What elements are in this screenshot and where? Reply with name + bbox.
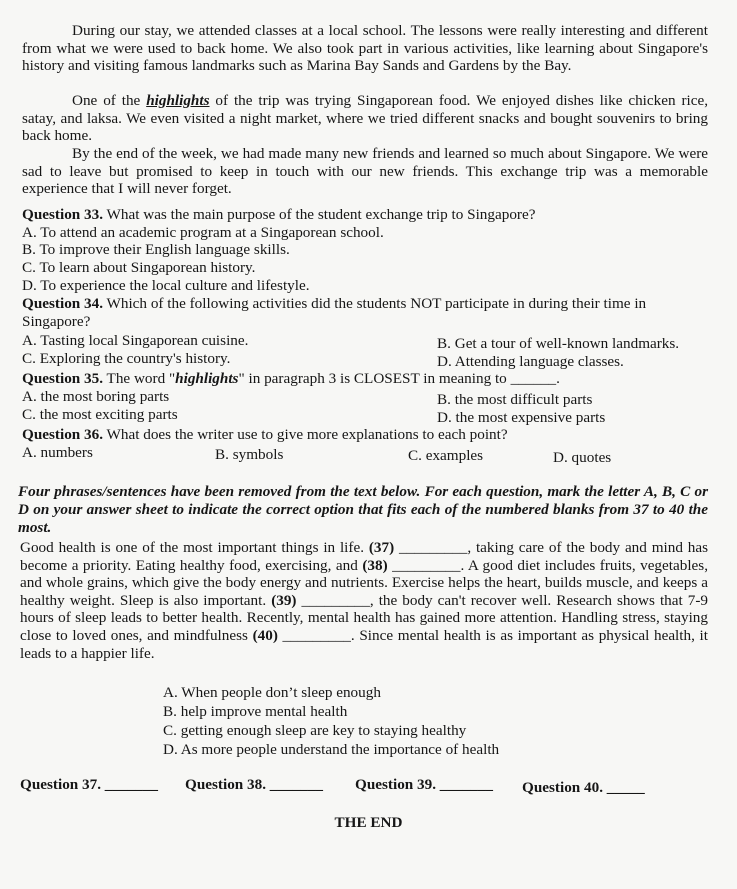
question-36-label: Question 36. xyxy=(22,426,104,443)
p3-text-start: One of the xyxy=(72,92,147,109)
p3-text-end: of the trip was trying Singaporean food. We enjoyed dishes like chicken rice, satay, and laksa. We even visited a night market, where we tried different snacks and bought souvenirs to bring back home. xyxy=(22,92,708,145)
cloze-option-c: C. getting enough sleep are key to staying healthy xyxy=(163,722,467,739)
blank-40-label: (40) xyxy=(252,626,278,644)
question-35-text-start: The word " xyxy=(103,370,176,387)
question-35-keyword: highlights xyxy=(175,370,239,387)
passage-paragraph-3 xyxy=(22,92,708,145)
q35-option-b: B. the most difficult parts xyxy=(437,391,593,408)
question-33-text: What was the main purpose of the student exchange trip to Singapore? xyxy=(103,206,536,223)
answer-37: Question 37. _______ xyxy=(20,776,158,793)
the-end-footer: THE END xyxy=(334,814,403,831)
q35-option-d: D. the most expensive parts xyxy=(437,409,606,426)
answer-39: Question 39. _______ xyxy=(355,776,493,793)
cloze-text-2: _________, taking care of the body and mind has become a priority. Eating healthy food, exercising, and xyxy=(20,539,708,574)
question-33 xyxy=(22,206,712,224)
q34-option-b: B. Get a tour of well-known landmarks. xyxy=(437,335,680,352)
question-33-label: Question 33. xyxy=(22,206,104,223)
blank-37-label: (37) xyxy=(368,539,395,556)
question-34 xyxy=(22,295,712,330)
cloze-option-a: A. When people don’t sleep enough xyxy=(163,684,381,701)
q35-option-a: A. the most boring parts xyxy=(22,388,170,405)
q34-option-c: C. Exploring the country's history. xyxy=(22,350,231,367)
cloze-passage xyxy=(20,539,708,662)
q36-option-d: D. quotes xyxy=(553,449,612,466)
blank-39-label: (39) xyxy=(271,591,297,609)
q36-option-a: A. numbers xyxy=(22,444,93,461)
passage-paragraph-2: During our stay, we attended classes at a local school. The lessons were really interesting and different from what we were used to back home. We also took part in various activities, like learning about Singapore's history and visiting famous landmarks such as Marina Bay Sands and Gardens by the Bay. xyxy=(22,22,708,75)
q33-option-c: C. To learn about Singaporean history. xyxy=(22,259,256,276)
question-36-text: What does the writer use to give more explanations to each point? xyxy=(103,426,508,443)
question-35-text-end: " in paragraph 3 is CLOSEST in meaning to ______. xyxy=(238,370,560,387)
q34-option-d: D. Attending language classes. xyxy=(437,353,624,370)
q34-option-a: A. Tasting local Singaporean cuisine. xyxy=(22,332,249,349)
q33-option-d: D. To experience the local culture and lifestyle. xyxy=(22,277,310,294)
question-34-label: Question 34. xyxy=(22,295,104,312)
q33-option-a: A. To attend an academic program at a Singaporean school. xyxy=(22,224,384,241)
answer-38: Question 38. _______ xyxy=(185,776,323,793)
q36-option-b: B. symbols xyxy=(215,446,284,463)
cloze-text-4: _________, the body can't recover well. Research shows that 7-9 hours of sleep leads to better health. Recently, mental health has gained more attention. Handling stress, staying close to loved ones, and mindfulness xyxy=(20,591,708,644)
answer-40: Question 40. _____ xyxy=(522,779,645,796)
cloze-option-d: D. As more people understand the importance of health xyxy=(163,741,500,758)
question-34-text: Which of the following activities did the students NOT participate in during their time in Singapore? xyxy=(22,295,647,330)
question-35-label: Question 35. xyxy=(22,370,104,387)
question-35 xyxy=(22,370,712,388)
q33-option-b: B. To improve their English language skills. xyxy=(22,241,290,258)
passage-paragraph-4: By the end of the week, we had made many new friends and learned so much about Singapore. We were sad to leave but promised to keep in touch with our new friends. This exchange trip was a memorable experience that I will never forget. xyxy=(22,145,708,198)
question-36 xyxy=(22,426,712,444)
cloze-text-3: _________. A good diet includes fruits, vegetables, and whole grains, which give the body energy and nutrients. Exercise helps the heart, builds muscle, and keeps a healthy weight. Sleep is also important. xyxy=(20,556,708,609)
highlighted-keyword: highlights xyxy=(146,92,210,109)
blank-38-label: (38) xyxy=(362,556,388,574)
cloze-text-1: Good health is one of the most important things in life. xyxy=(20,539,369,556)
cloze-text-5: _________. Since mental health is as important as physical health, it leads to a happier life. xyxy=(20,626,708,662)
q35-option-c: C. the most exciting parts xyxy=(22,406,178,423)
cloze-option-b: B. help improve mental health xyxy=(163,703,348,720)
section-instruction: Four phrases/sentences have been removed from the text below. For each question, mark the letter A, B, C or D on your answer sheet to indicate the correct option that fits each of the numbered blanks from 37 to 40 the most. xyxy=(18,483,708,536)
q36-option-c: C. examples xyxy=(408,447,484,464)
